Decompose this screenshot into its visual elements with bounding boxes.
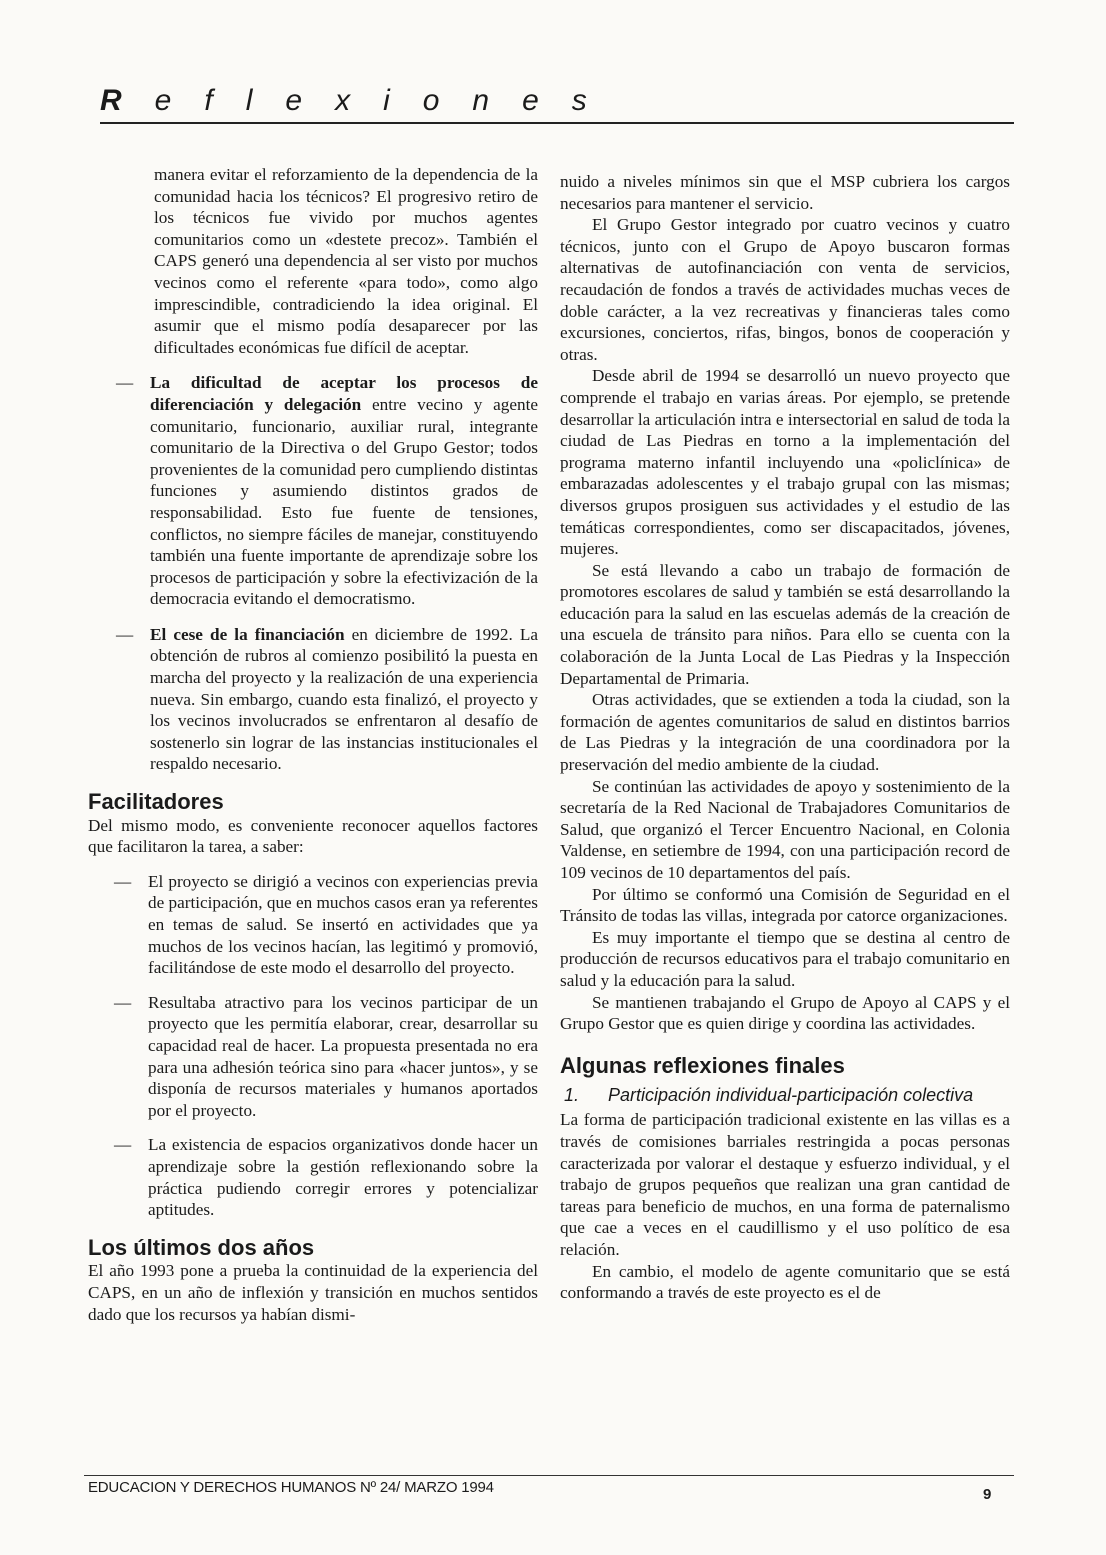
left-column	[88, 164, 538, 1325]
subsection-heading	[560, 1086, 1010, 1105]
paragraph: Se continúan las actividades de apoyo y sostenimiento de la secretaría de la Red Nacional de Trabajadores Comunitarios de Salud, que organizó el Tercer Encuentro Nacional, en Colonia Valdense, en setiembre de 1994, con una participación record de 109 vecinos de 10 departamentos del país.	[560, 776, 1010, 882]
page-number: 9	[983, 1486, 992, 1503]
subsection-title: Participación individual-participación colectiva	[608, 1085, 974, 1106]
item-text: entre vecino y agente comunitario, funcionario, auxiliar rural, integrante comunitario de la Directiva o del Grupo Gestor; todos provenientes de la comunidad pero cumpliendo distintas funciones y asumiendo distintos grados de responsabilidad. Esto fue fuente de tensiones, conflictos, no siempre fáciles de manejar, constituyendo también una fuente importante de aprendizaje sobre los procesos de participación y sobre la efectivización de la democracia evitando el democratismo.	[150, 394, 538, 609]
dash-bullet: —	[114, 992, 132, 1012]
paragraph: En cambio, el modelo de agente comunitario que se está conformando a través de este proyecto es el de	[560, 1261, 1010, 1303]
subsection-number: 1.	[564, 1085, 580, 1106]
paragraph: Desde abril de 1994 se desarrolló un nuevo proyecto que comprende el trabajo en varias áreas. Por ejemplo, se pretende desarrollar la articulación intra e intersectorial en salud de toda la ciudad de Las Piedras en torno a la implementación del programa materno infantil incluyendo una «policlínica» de embarazadas adolescentes y el trabajo grupal con las mismas; diversos grupos prosiguen sus actividades y el estudio de las temáticas correspondientes, como ser discapacitados, jóvenes, mujeres.	[560, 366, 1010, 559]
item-text: en diciembre de 1992. La obtención de rubros al comienzo posibilitó la puesta en marcha del proyecto y la realización de una experiencia nueva. Sin embargo, cuando esta finalizó, el proyecto y los vecinos involucrados se enfrentaron al desafío de sostenerlo sin lograr de las instancias institucionales el respaldo necesario.	[150, 624, 538, 774]
dash-bullet: —	[116, 624, 134, 644]
paragraph: Se mantienen trabajando el Grupo de Apoyo al CAPS y el Grupo Gestor que es quien dirige y coordina las actividades.	[560, 992, 1010, 1034]
paragraph: Es muy importante el tiempo que se destina al centro de producción de recursos educativos para el trabajo comunitario en salud y la educación para la salud.	[560, 927, 1010, 990]
dash-bullet: —	[116, 373, 134, 393]
paragraph: Del mismo modo, es conveniente reconocer aquellos factores que facilitaron la tarea, a saber:	[88, 815, 538, 857]
item-text: Resultaba atractivo para los vecinos participar de un proyecto que les permitía elaborar, crear, desarrollar su capacidad real de hacer. La propuesta presentada no era para una adhesión teórica sino para «hacer juntos», y se disponía de recursos materiales y humanos aportados por el proyecto.	[148, 992, 538, 1120]
item-text: La existencia de espacios organizativos donde hacer un aprendizaje sobre la gestión reflexionando sobre la práctica pudiendo corregir errores y potencializar aptitudes.	[148, 1135, 538, 1220]
header-letter: e	[285, 84, 303, 117]
header-letter: s	[571, 84, 587, 117]
right-column	[560, 171, 1010, 1304]
header-letter: R	[100, 84, 122, 117]
dash-bullet: —	[114, 1135, 132, 1155]
paragraph: El Grupo Gestor integrado por cuatro vecinos y cuatro técnicos, junto con el Grupo de Apoyo buscaron formas alternativas de autofinanciación con venta de servicios, recaudación de fondos a través de actividades muchas veces de doble carácter, a la vez recreativas y financieras tales como excursiones, conciertos, rifas, bingos, bonos de cooperación y otras.	[560, 215, 1010, 364]
header-letter: o	[422, 84, 440, 117]
header-letter: e	[522, 84, 539, 117]
header-letter: e	[154, 84, 172, 117]
list-item	[88, 1134, 538, 1220]
header-rule	[100, 122, 1014, 124]
paragraph: Se está llevando a cabo un trabajo de formación de promotores escolares de salud y también se está desarrollando la educación para la salud en las escuelas además de la creación de una escuela de tránsito para niños. Para ello se cuenta con la colaboración de la Junta Local de Las Piedras y la Inspección Departamental de Primaria.	[560, 560, 1010, 688]
header-letter: i	[383, 84, 390, 117]
list-item	[88, 992, 538, 1122]
header-letter: f	[204, 84, 213, 117]
bold-lead: La dificultad de aceptar los procesos de diferenciación y delegación	[150, 373, 538, 414]
section-heading: Algunas reflexiones finales	[560, 1052, 845, 1078]
section-heading: Facilitadores	[88, 789, 224, 815]
paragraph: Por último se conformó una Comisión de Seguridad en el Tránsito de todas las villas, integrada por catorce organizaciones.	[560, 884, 1010, 926]
list-item	[88, 624, 538, 775]
header-letter: x	[335, 84, 351, 117]
footer-rule	[84, 1475, 1014, 1476]
paragraph: manera evitar el reforzamiento de la dependencia de la comunidad hacia los técnicos? El progresivo retiro de los técnicos fue vivido por muchos agentes comunitarios como un «destete precoz». También el CAPS generó una dependencia al ser visto por muchos vecinos como el referente «para todo», como algo imprescindible, contradiciendo la idea original. El asumir que el mismo podía desaparecer por las dificultades económicas fue difícil de aceptar.	[154, 165, 538, 357]
paragraph: La forma de participación tradicional existente en las villas es a través de comisiones barriales restringida a pocas personas caracterizada por valorar el destaque y esfuerzo individual, y el trabajo de grupos pequeños que realizan una gran cantidad de tareas para beneficio de muchos, en una forma de paternalismo que cae a veces en el caudillismo y el uso político de esa relación.	[560, 1110, 1010, 1259]
section-heading: Los últimos dos años	[88, 1234, 315, 1260]
header-letter: n	[472, 84, 490, 117]
header-letter: l	[245, 84, 253, 117]
section-header	[100, 84, 1100, 118]
bold-lead: El cese de la financiación	[150, 624, 345, 644]
list-item	[88, 871, 538, 979]
paragraph: Otras actividades, que se extienden a toda la ciudad, son la formación de agentes comunitarios de salud en distintos barrios de Las Piedras y la integración de una coordinadora por la preservación del medio ambiente de la ciudad.	[560, 690, 1010, 775]
publication-footer: EDUCACION Y DERECHOS HUMANOS Nº 24/ MARZO 1994	[88, 1479, 494, 1496]
dash-bullet: —	[114, 871, 132, 891]
paragraph: El año 1993 pone a prueba la continuidad de la experiencia del CAPS, en un año de inflexión y transición en muchos sentidos dado que los recursos ya habían dismi-	[88, 1261, 538, 1324]
item-text: El proyecto se dirigió a vecinos con experiencias previa de participación, que en muchos casos eran ya referentes en temas de salud. Se insertó en actividades que ya muchos de los vecinos hacían, las legitimó y promovió, facilitándose de este modo el desarrollo del proyecto.	[148, 871, 538, 978]
paragraph: nuido a niveles mínimos sin que el MSP cubriera los cargos necesarios para mantener el servicio.	[560, 172, 1010, 213]
list-item	[88, 372, 538, 610]
